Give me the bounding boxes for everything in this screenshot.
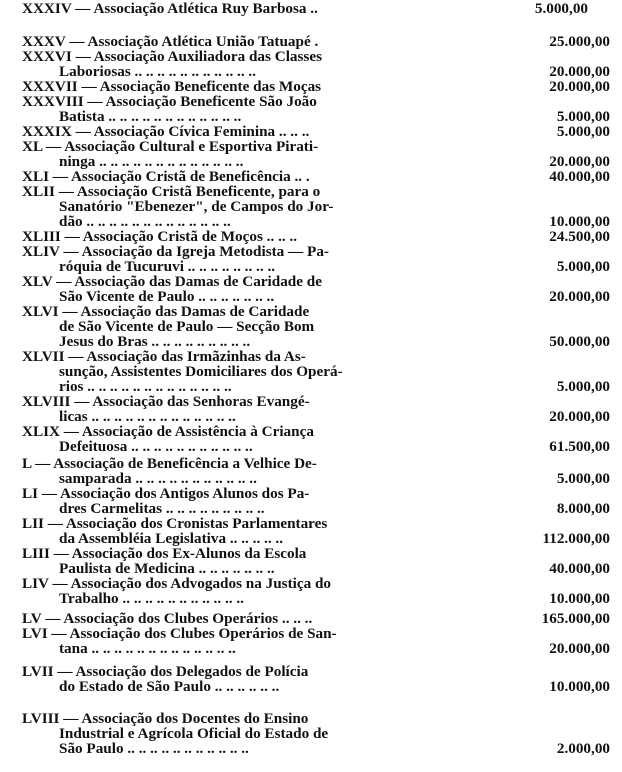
entry-line: XLIX — Associação de Assistência à Criança	[22, 425, 314, 440]
entry-amount: 20.000,00	[549, 62, 610, 80]
entry-amount: 5.000,00	[556, 123, 610, 140]
entry-line: LIV — Associação dos Advogados na Justiça do	[22, 577, 332, 592]
entry-line: dres Carmelitas .. .. .. .. .. .. .. .. ..	[59, 501, 265, 517]
entry-line: tana .. .. .. .. .. .. .. .. .. .. .. .. ..	[59, 641, 236, 657]
entry-line: LII — Associação dos Cronistas Parlamentares	[22, 517, 328, 532]
entry-line: XLIII — Associação Cristã de Moços .. .. ..	[22, 230, 298, 245]
entry-line: XLI — Associação Cristã de Beneficência .. .	[22, 170, 310, 185]
entry-amount: 20.000,00	[549, 407, 610, 425]
entry-line: Laboriosas .. .. .. .. .. .. .. .. .. .. ..	[59, 64, 257, 80]
entry-line: da Assembléia Legislativa .. .. .. .. ..	[59, 531, 284, 547]
entry-line: XXXV — Associação Atlética União Tatuapé .	[22, 35, 319, 50]
entry-amount: 10.000,00	[549, 589, 610, 607]
entry-line: XL — Associação Cultural e Esportiva Pirati-	[22, 140, 319, 155]
entry-line: rios .. .. .. .. .. .. .. .. .. .. .. .. ..	[59, 379, 232, 395]
entry-line: Trabalho .. .. .. .. .. .. .. .. .. .. ..	[59, 591, 244, 607]
entry-line: LVI — Associação dos Clubes Operários de San-	[22, 627, 337, 642]
entry-line: XLII — Associação Cristã Beneficente, para o	[22, 185, 321, 200]
entry-line: Jesus do Bras .. .. .. .. .. .. .. .. ..	[59, 334, 251, 350]
entry-line: XXXVIII — Associação Beneficente São João	[22, 95, 317, 110]
entry-line: Batista .. .. .. .. .. .. .. .. .. .. .. ..	[59, 109, 242, 125]
entry-line: XXXIX — Associação Cívica Feminina .. .. ..	[22, 125, 310, 140]
entry-line: Defeituosa .. .. .. .. .. .. .. .. .. .. ..	[59, 439, 253, 455]
entry-line: LI — Associação dos Antigos Alunos dos Pa-	[22, 487, 310, 502]
entry-line: XXXVI — Associação Auxiliadora das Classes	[22, 50, 322, 65]
entry-line: ninga .. .. .. .. .. .. .. .. .. .. .. .. ..	[59, 154, 244, 170]
entry-amount: 40.000,00	[549, 168, 610, 185]
entry-line: sunção, Assistentes Domiciliares dos Operá-	[59, 364, 343, 380]
entry-amount: 165.000,00	[541, 610, 610, 627]
entry-line: LIII — Associação dos Ex-Alunos da Escola	[22, 547, 307, 562]
entry-line: XLIV — Associação da Igreja Metodista — Pa-	[22, 245, 329, 260]
entry-amount: 2.000,00	[556, 739, 610, 757]
entry-amount: 8.000,00	[556, 499, 610, 517]
entry-line: de São Vicente de Paulo — Secção Bom	[59, 319, 315, 335]
entry-line: São Vicente de Paulo .. .. .. .. .. .. ..	[59, 289, 275, 305]
entry-line: samparada .. .. .. .. .. .. .. .. .. .. ..	[59, 471, 257, 487]
entry-amount: 20.000,00	[549, 78, 610, 95]
entry-amount: 112.000,00	[542, 529, 610, 547]
entry-line: XLVII — Associação das Irmãzinhas da As-	[22, 350, 306, 365]
entry-amount: 20.000,00	[549, 287, 610, 305]
entry-line: XLVIII — Associação das Senhoras Evangé-	[22, 395, 310, 410]
entry-amount: 10.000,00	[549, 212, 610, 230]
entry-amount: 20.000,00	[549, 152, 610, 170]
entry-amount: 50.000,00	[549, 332, 610, 350]
entry-line: Sanatório "Ebenezer", de Campos do Jor-	[59, 199, 334, 215]
entry-line: XXXVII — Associação Beneficente das Moças	[22, 80, 322, 95]
entry-line: Industrial e Agrícola Oficial do Estado de	[59, 726, 329, 742]
entry-line: L — Associação de Beneficência a Velhice De-	[22, 457, 317, 472]
entry-line: licas .. .. .. .. .. .. .. .. .. .. .. .. ..	[59, 409, 236, 425]
entry-amount: 20.000,00	[549, 639, 610, 657]
entry-line: São Paulo .. .. .. .. .. .. .. .. .. .. ..	[59, 741, 249, 757]
entry-amount: 5.000,00	[556, 257, 610, 275]
entry-amount: 10.000,00	[549, 677, 610, 695]
entry-line: do Estado de São Paulo .. .. .. .. .. ..	[59, 679, 280, 695]
entry-line: LVIII — Associação dos Docentes do Ensino	[22, 712, 309, 727]
entry-amount: 24.500,00	[549, 228, 610, 245]
entry-line: Paulista de Medicina .. .. .. .. .. .. ..	[59, 561, 275, 577]
entry-line: XLVI — Associação das Damas de Caridade	[22, 305, 310, 320]
entry-amount: 25.000,00	[549, 33, 610, 50]
entry-line: róquia de Tucuruvi .. .. .. .. .. .. .. ..	[59, 259, 276, 275]
entry-line: LV — Associação dos Clubes Operários .. .. ..	[22, 612, 313, 627]
entry-amount: 61.500,00	[549, 437, 610, 455]
entry-line: XLV — Associação das Damas de Caridade de	[22, 275, 322, 290]
entry-amount: 40.000,00	[549, 559, 610, 577]
entry-amount: 5.000,00	[534, 0, 588, 17]
entry-amount: 5.000,00	[556, 377, 610, 395]
entry-amount: 5.000,00	[556, 107, 610, 125]
entry-amount: 5.000,00	[556, 469, 610, 487]
entry-line: LVII — Associação dos Delegados de Polícia	[22, 665, 309, 680]
entry-line: XXXIV — Associação Atlética Ruy Barbosa ..	[22, 2, 318, 17]
entry-line: dão .. .. .. .. .. .. .. .. .. .. .. .. ..	[59, 214, 231, 230]
